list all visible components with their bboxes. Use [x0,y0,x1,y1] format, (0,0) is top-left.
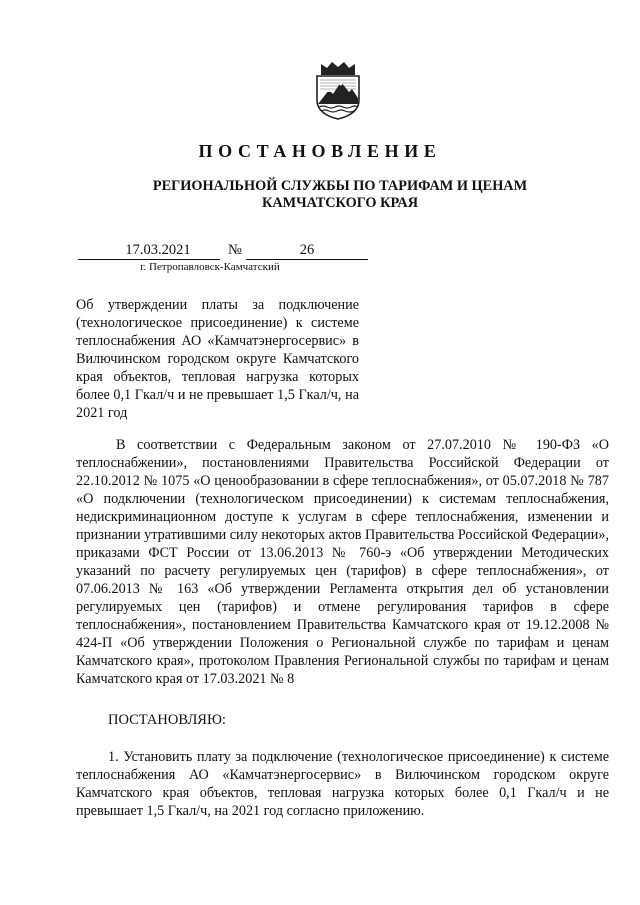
number-underline [246,259,368,260]
document-date: 17.03.2021 [125,242,191,258]
preamble-paragraph: В соответствии с Федеральным законом от 27.07.2010 № 190-ФЗ «О теплоснабжении», постановлениями Правительства Российской Федерации от 22.10.2012 № 1075 «О ценообразовании в сфере теплоснабжения», от 05.07.2018 № 787 «О подключении (технологическом присоединении) к системам теплоснабжения, недискриминационном доступе к услугам в сфере теплоснабжения, изменении и признании утратившими силу некоторых актов Правительства Российской Федерации», приказами ФСТ России от 13.06.2013 № 760-э «Об утверждении Методических указаний по расчету регулируемых цен (тарифов) в сфере теплоснабжения», от 07.06.2013 № 163 «Об утверждении Регламента открытия дел об установлении регулируемых цен (тарифов) и отмене регулирования тарифов в сфере теплоснабжения», постановлением Правительства Камчатского края от 19.12.2008 № 424-П «Об утверждении Положения о Региональной службе по тарифам и ценам Камчатского края», протоколом Правления Региональной службы по тарифам и ценам Камчатского края от 17.03.2021 № 8 [76,437,609,687]
document-number: 26 [299,242,315,258]
coat-of-arms-icon [311,60,365,120]
document-subject: Об утверждении платы за подключение (технологическое присоединение) к системе теплоснабжения АО «Камчатэнергосервис» в Вилючинском городском округе Камчатского края объектов, тепловая нагрузка которых более 0,1 Гкал/ч и не превышает 1,5 Гкал/ч, на 2021 год [76,297,359,421]
document-title: ПОСТАНОВЛЕНИЕ [198,141,442,161]
org-line-1: РЕГИОНАЛЬНОЙ СЛУЖБЫ ПО ТАРИФАМ И ЦЕНАМ [152,178,528,194]
decree-word: ПОСТАНОВЛЯЮ: [108,712,226,728]
issuing-organization [120,178,560,212]
org-line-2: КАМЧАТСКОГО КРАЯ [261,195,419,211]
city-name: г. Петропавловск-Камчатский [140,261,280,273]
clause-1-paragraph: 1. Установить плату за подключение (технологическое присоединение) к системе теплоснабжения АО «Камчатэнергосервис» в Вилючинском городском округе Камчатского края объектов, тепловая нагрузка которых более 0,1 Гкал/ч и не превышает 1,5 Гкал/ч, на 2021 год согласно приложению. [76,749,609,819]
date-underline [78,259,220,260]
number-sign: № [228,242,242,258]
date-number-line [78,242,368,262]
